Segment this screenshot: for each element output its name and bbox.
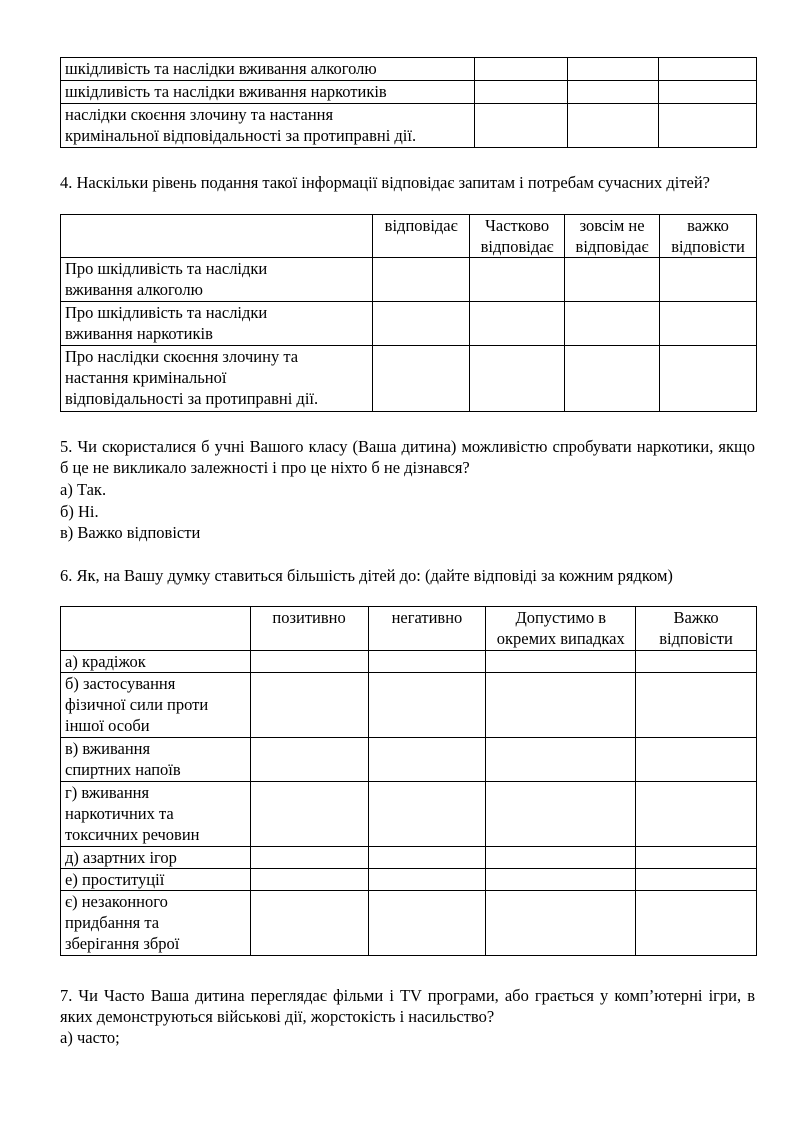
answer-cell[interactable] [636, 891, 757, 956]
answer-cell[interactable] [470, 258, 565, 302]
answer-cell[interactable] [486, 782, 636, 847]
row-label: шкідливість та наслідки вживання наркотиків [61, 81, 475, 104]
table-row [61, 346, 757, 412]
answer-cell[interactable] [660, 346, 757, 412]
column-header: Частково відповідає [470, 215, 565, 258]
table-row [61, 782, 757, 847]
answer-cell[interactable] [659, 81, 757, 104]
option-hard-to-answer[interactable]: в) Важко відповісти [60, 523, 201, 542]
answer-cell[interactable] [368, 847, 486, 869]
option-no[interactable]: б) Ні. [60, 501, 99, 521]
empty-header [61, 215, 373, 258]
column-header: негативно [368, 607, 486, 651]
question-5-options [60, 479, 200, 544]
empty-header [61, 607, 251, 651]
table-row [61, 258, 757, 302]
question-text: 7. Чи Часто Ваша дитина переглядає фільми і TV програми, або грається у комп’ютерні ігри, в яких демонструються військові дії, жорстокість і насильство? [60, 986, 755, 1026]
row-label: шкідливість та наслідки вживання алкоголю [61, 58, 475, 81]
table-row [61, 891, 757, 956]
row-label: г) вживання наркотичних та токсичних речовин [61, 782, 251, 847]
answer-cell[interactable] [636, 673, 757, 738]
column-header: зовсім не відповідає [565, 215, 660, 258]
answer-cell[interactable] [250, 651, 368, 673]
question-text: 5. Чи скористалися б учні Вашого класу (Ваша дитина) можливістю спробувати наркотики, якщо б це не викликало залежності і про це ніхто б не дізнався? [60, 437, 755, 477]
header-row [61, 215, 757, 258]
table-row [61, 58, 757, 81]
question-6-text [60, 565, 755, 586]
question-5-text [60, 436, 755, 478]
question-7-text [60, 985, 755, 1027]
answer-cell[interactable] [565, 346, 660, 412]
row-label: д) азартних ігор [61, 847, 251, 869]
answer-cell[interactable] [250, 782, 368, 847]
column-header: позитивно [250, 607, 368, 651]
row-label: е) проституції [61, 869, 251, 891]
row-label: в) вживання спиртних напоїв [61, 738, 251, 782]
answer-cell[interactable] [660, 302, 757, 346]
row-label: Про шкідливість та наслідки вживання наркотиків [61, 302, 373, 346]
row-label: б) застосування фізичної сили проти іншої особи [61, 673, 251, 738]
answer-cell[interactable] [659, 104, 757, 148]
answer-cell[interactable] [486, 847, 636, 869]
answer-cell[interactable] [373, 302, 470, 346]
table-row [61, 738, 757, 782]
answer-cell[interactable] [568, 81, 659, 104]
answer-cell[interactable] [659, 58, 757, 81]
table-row [61, 673, 757, 738]
question-text: 4. Наскільки рівень подання такої інформації відповідає запитам і потребам сучасних дітей? [60, 173, 711, 192]
question-4-text [60, 172, 755, 193]
answer-cell[interactable] [250, 738, 368, 782]
table-row [61, 869, 757, 891]
answer-cell[interactable] [636, 847, 757, 869]
row-label: є) незаконного придбання та зберігання зброї [61, 891, 251, 956]
row-label: Про наслідки скоєння злочину та настання кримінальної відповідальності за протиправні дії. [61, 346, 373, 412]
table-q6 [60, 606, 757, 956]
answer-cell[interactable] [373, 258, 470, 302]
answer-cell[interactable] [368, 651, 486, 673]
option-often[interactable]: а) часто; [60, 1028, 120, 1047]
answer-cell[interactable] [475, 81, 568, 104]
answer-cell[interactable] [368, 673, 486, 738]
answer-cell[interactable] [568, 104, 659, 148]
answer-cell[interactable] [636, 782, 757, 847]
table-row [61, 651, 757, 673]
answer-cell[interactable] [486, 651, 636, 673]
answer-cell[interactable] [660, 258, 757, 302]
column-header: Важко відповісти [636, 607, 757, 651]
column-header: Допустимо в окремих випадках [486, 607, 636, 651]
question-7-options [60, 1027, 120, 1049]
answer-cell[interactable] [250, 673, 368, 738]
answer-cell[interactable] [568, 58, 659, 81]
answer-cell[interactable] [486, 673, 636, 738]
answer-cell[interactable] [250, 891, 368, 956]
table-row [61, 104, 757, 148]
answer-cell[interactable] [250, 847, 368, 869]
answer-cell[interactable] [636, 869, 757, 891]
answer-cell[interactable] [373, 346, 470, 412]
column-header: відповідає [373, 215, 470, 258]
answer-cell[interactable] [368, 738, 486, 782]
table-q4 [60, 214, 757, 412]
question-text: 6. Як, на Вашу думку ставиться більшість дітей до: (дайте відповіді за кожним рядком) [60, 566, 673, 585]
row-label: а) крадіжок [61, 651, 251, 673]
answer-cell[interactable] [368, 782, 486, 847]
answer-cell[interactable] [636, 651, 757, 673]
answer-cell[interactable] [470, 302, 565, 346]
answer-cell[interactable] [368, 891, 486, 956]
option-yes[interactable]: а) Так. [60, 480, 107, 499]
answer-cell[interactable] [565, 258, 660, 302]
answer-cell[interactable] [250, 869, 368, 891]
answer-cell[interactable] [486, 891, 636, 956]
answer-cell[interactable] [565, 302, 660, 346]
table-row [61, 302, 757, 346]
table-top [60, 57, 757, 148]
header-row [61, 607, 757, 651]
column-header: важко відповісти [660, 215, 757, 258]
row-label: наслідки скоєння злочину та настання кримінальної відповідальності за протиправні дії. [61, 104, 475, 148]
table-row [61, 81, 757, 104]
answer-cell[interactable] [475, 58, 568, 81]
answer-cell[interactable] [636, 738, 757, 782]
answer-cell[interactable] [470, 346, 565, 412]
row-label: Про шкідливість та наслідки вживання алкоголю [61, 258, 373, 302]
table-row [61, 847, 757, 869]
answer-cell[interactable] [368, 869, 486, 891]
answer-cell[interactable] [475, 104, 568, 148]
answer-cell[interactable] [486, 738, 636, 782]
answer-cell[interactable] [486, 869, 636, 891]
